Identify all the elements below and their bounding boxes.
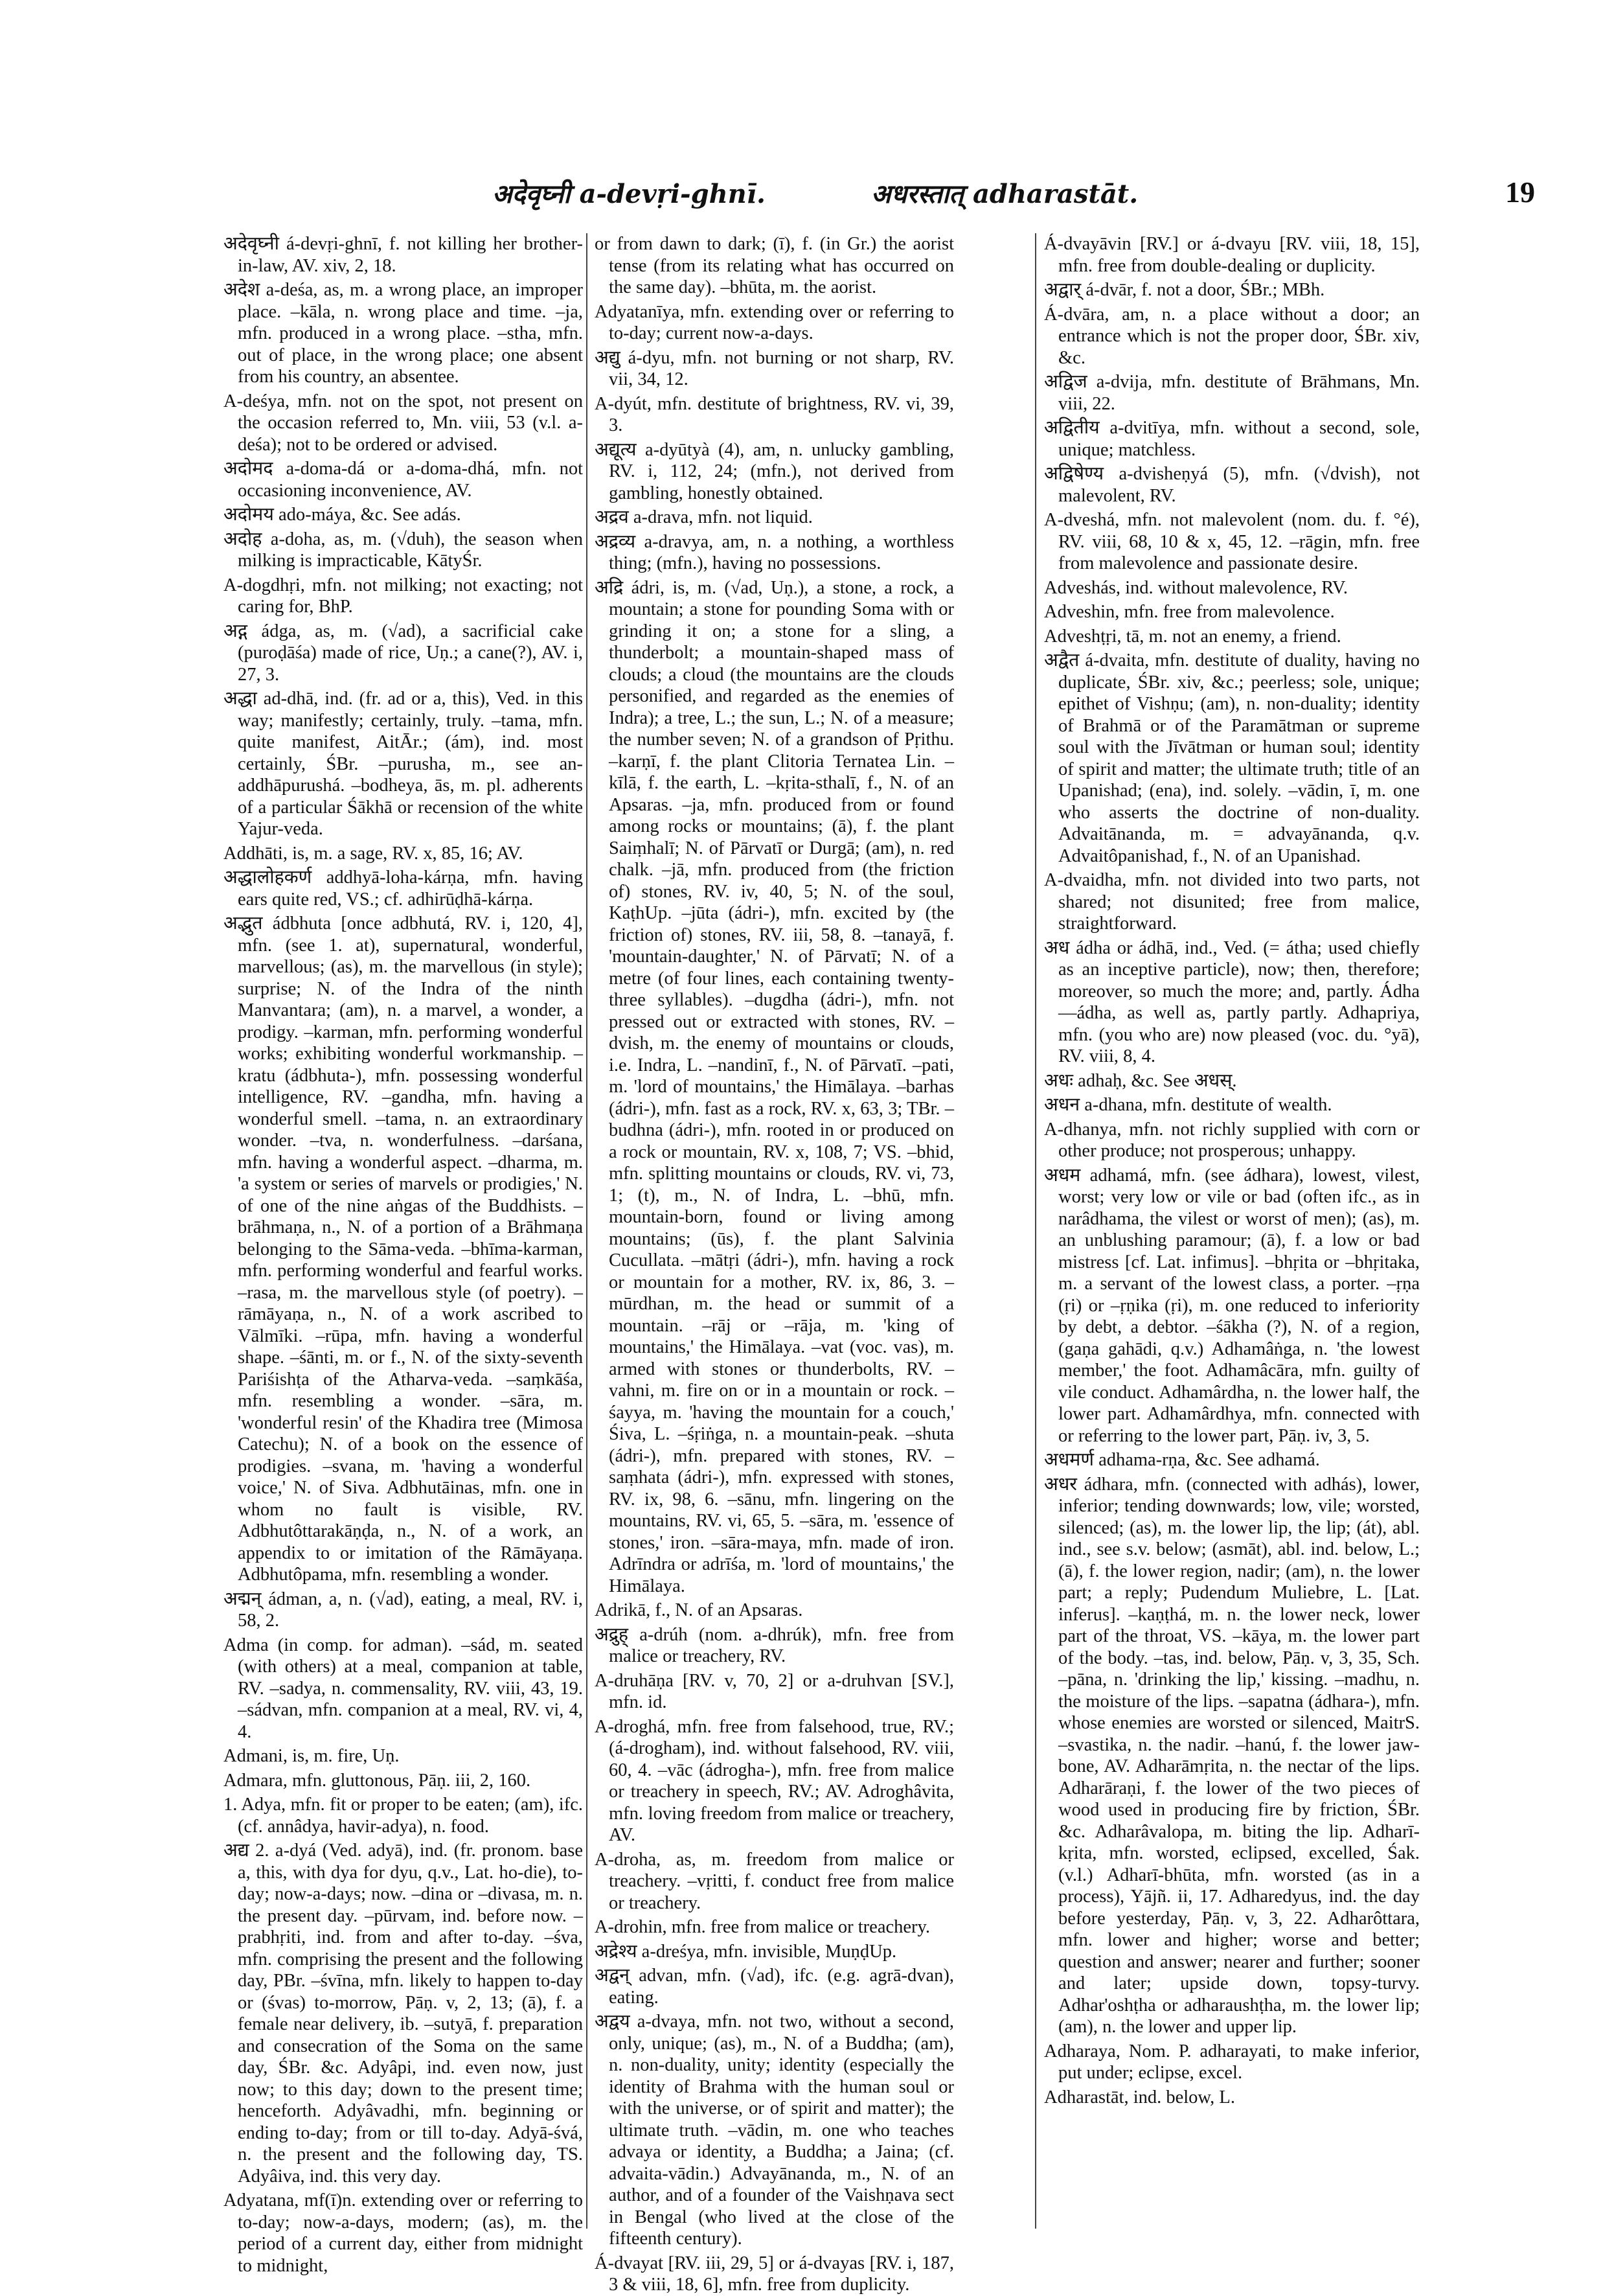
dictionary-entry: Adyatanīya, mfn. extending over or referring to to-day; current now-a-days. — [595, 301, 954, 343]
dictionary-entry: Adrikā, f., N. of an Apsaras. — [595, 1600, 803, 1620]
dictionary-entry: अद्रव्य a-dravya, am, n. a nothing, a worthless thing; (mfn.), having no possessions. — [595, 531, 954, 573]
page-number: 19 — [1505, 176, 1535, 209]
dictionary-entry: अद्यु á-dyu, mfn. not burning or not sharp, RV. vii, 34, 12. — [595, 347, 954, 389]
dictionary-entry: Adveshin, mfn. free from malevolence. — [1044, 602, 1335, 622]
dictionary-entry: Adharaya, Nom. P. adharayati, to make inferior, put under; eclipse, excel. — [1044, 2041, 1420, 2083]
dictionary-entry: अद्वन् advan, mfn. (√ad), ifc. (e.g. agrā-dvan), eating. — [595, 1966, 954, 2008]
dictionary-entry: अधम adhamá, mfn. (see ádhara), lowest, vilest, worst; very low or vile or bad (often ifc., as in narâdhama, the vilest or worst of men); (as), m. an unblushing paramour; (ā), f. a low or bad mistress [cf. Lat. infimus]. –bhṛita or –bhṛitaka, m. a servant of the lowest class, a porter. –ṛṇa (ṛi) or –ṛṇika (ṛi), m. one reduced to inferiority by debt, a debtor. –śākha (?), N. of a region, (gaṇa gahādi, q.v.) Adhamâṅga, n. 'the lowest member,' the foot. Adhamâcāra, mfn. guilty of vile conduct. Adhamârdha, n. the lower half, the lower part. Adhamârdhya, mfn. connected with or referring to the lower part, Pāṇ. iv, 3, 5. — [1044, 1165, 1420, 1446]
column-divider — [586, 233, 587, 2229]
dictionary-entry: अध ádha or ádhā, ind., Ved. (= átha; used chiefly as an inceptive particle), now; then, therefore; moreover, so much the more; and, partly. Ádha—ádha, as well as, partly partly. Adhapriya, mfn. (you who are) now pleased (voc. du. °yā), RV. viii, 8, 4. — [1044, 937, 1420, 1066]
dictionary-entry: अद्ग ádga, as, m. (√ad), a sacrificial cake (puroḍāśa) made of rice, Uṇ.; a cane(?), AV. i, 27, 3. — [223, 621, 583, 685]
dictionary-entry: Á-dvāra, am, n. a place without a door; an entrance which is not the proper door, ŚBr. xiv, &c. — [1044, 304, 1420, 368]
dictionary-entry: अद्धालोहकर्ण addhyā-loha-kárṇa, mfn. having ears quite red, VS.; cf. adhirūḍhā-kárṇa. — [223, 867, 583, 910]
dictionary-entry: अद्रुह् a-drúh (nom. a-dhrúk), mfn. free from malice or treachery, RV. — [595, 1624, 954, 1666]
dictionary-entry: अधमर्ण adhama-rṇa, &c. See adhamá. — [1044, 1450, 1320, 1470]
column-divider — [1035, 233, 1036, 2229]
dictionary-entry: Adveshás, ind. without malevolence, RV. — [1044, 577, 1348, 598]
dictionary-entry: अधर ádhara, mfn. (connected with adhás), lower, inferior; tending downwards; low, vile; worsted, silenced; (as), m. the lower lip, the lip; (át), abl. ind., see s.v. below; (asmāt), abl. ind. below, L.; (ā), f. the lower region, nadir; (am), n. the lower part; a reply; Pudendum Muliebre, L. [Lat. inferus]. –kaṇṭhá, m. n. the lower neck, lower part of the throat, VS. –kāya, m. the lower part of the body. –tas, ind. below, Pāṇ. v, 3, 35, Sch. –pāna, n. 'drinking the lip,' kissing. –madhu, n. the moisture of the lips. –sapatna (ádhara-), mfn. whose enemies are worsted or silenced, MaitrS. –svastika, n. the nadir. –hanú, f. the lower jaw-bone, AV. Adharāmṛita, n. the nectar of the lips. Adharāraṇi, f. the lower of the two pieces of wood used in producing fire by friction, ŚBr. &c. Adharâvalopa, m. biting the lip. Adharī-kṛita, mfn. worsted, eclipsed, excelled, Śak. (v.l.) Adharī-bhūta, mfn. worsted (as in a process), Yājñ. ii, 17. Adharedyus, ind. the day before yesterday, Pāṇ. v, 3, 22. Adharôttara, mfn. lower and higher; worse and better; question and answer; nearer and further; sooner and later; upside down, topsy-turvy. Adhar'oshṭha or adharaushṭha, m. the lower lip; (am), n. the lower and upper lip. — [1044, 1474, 1420, 2037]
dictionary-entry: अदेश a-deśa, as, m. a wrong place, an improper place. –kāla, n. wrong place and time. –ja, mfn. produced in a wrong place. –stha, mfn. out of place, in the wrong place; one absent from his country, an absentee. — [223, 280, 583, 387]
dictionary-entry: Admara, mfn. gluttonous, Pāṇ. iii, 2, 160. — [223, 1770, 531, 1791]
dictionary-entry: 1. Adya, mfn. fit or proper to be eaten; (am), ifc. (cf. annâdya, havir-adya), n. food. — [223, 1795, 583, 1837]
dictionary-entry: अद्वय a-dvaya, mfn. not two, without a second, only, unique; (as), m., N. of a Buddha; (am), n. non-duality, unity; identity (especially the identity of Brahma with the human soul or with the universe, or of spirit and matter); the ultimate truth. –vādin, m. one who teaches advaya or identity, a Buddha; a Jaina; (cf. advaita-vādin.) Advayānanda, m., N. of an author, and of a founder of the Vaishṇava sect in Bengal (who lived at the close of the fifteenth century). — [595, 2012, 954, 2249]
dictionary-entry: Admani, is, m. fire, Uṇ. — [223, 1746, 400, 1766]
dictionary-entry: or from dawn to dark; (ī), f. (in Gr.) the aorist tense (from its relating what has occurred on the same day). –bhūta, m. the aorist. — [595, 234, 954, 297]
dictionary-entry: अद्वितीय a-dvitīya, mfn. without a second, sole, unique; matchless. — [1044, 418, 1420, 460]
dictionary-entry: Adveshṭṛi, tā, m. not an enemy, a friend. — [1044, 626, 1341, 647]
dictionary-entry: अद्यूत्य a-dyūtyà (4), am, n. unlucky gambling, RV. i, 112, 24; (mfn.), not derived from gambling, honestly obtained. — [595, 439, 954, 503]
dictionary-entry: अद्वैत á-dvaita, mfn. destitute of duality, having no duplicate, ŚBr. xiv, &c.; peerless; sole, unique; epithet of Vishṇu; (am), n. non-duality; identity of Brahmā or of the Paramātman or supreme soul with the Jīvātman or human soul; identity of spirit and matter; the ultimate truth; title of an Upanishad; (ena), ind. solely. –vādin, ī, m. one who asserts the doctrine of non-duality. Advaitānanda, m. = advayānanda, q.v. Advaitôpanishad, f., N. of an Upanishad. — [1044, 650, 1420, 866]
dictionary-entry: अद्रि ádri, is, m. (√ad, Uṇ.), a stone, a rock, a mountain; a stone for pounding Soma with or grinding it on; a stone for a sling, a thunderbolt; a mountain-shaped mass of clouds; a cloud (the mountains are the clouds personified, and regarded as the enemies of Indra); a tree, L.; the sun, L.; N. of a measure; the number seven; N. of a grandson of Pṛithu. –karṇī, f. the plant Clitoria Ternatea Lin. –kīlā, f. the earth, L. –kṛita-sthalī, f., N. of an Apsaras. –ja, mfn. produced from or found among rocks or mountains; (ā), f. the plant Saiṃhalī; N. of Pārvatī or Durgā; (am), n. red chalk. –jā, mfn. produced from (the friction of) stones, RV. iv, 40, 5; N. of the soul, KaṭhUp. –jūta (ádri-), mfn. excited by (the friction of) stones, RV. iii, 58, 8. –tanayā, f. 'mountain-daughter,' N. of Pārvatī; N. of a metre (of four lines, each containing twenty-three syllables). –dugdha (ádri-), mfn. not pressed out or extracted with stones, RV. –dvish, m. the enemy of mountains or clouds, i.e. Indra, L. –nandinī, f., N. of Pārvatī. –pati, m. 'lord of mountains,' the Himālaya. –barhas (ádri-), mfn. fast as a rock, RV. x, 63, 3; TBr. –budhna (ádri-), mfn. rooted in or produced on a rock or mountain, RV. x, 108, 7; VS. –bhid, mfn. splitting mountains or clouds, RV. vi, 73, 1; (t), m., N. of Indra, L. –bhū, mfn. mountain-born, found or living among mountains; (ūs), f. the plant Salvinia Cucullata. –mātṛi (ádri-), mfn. having a rock or mountain for a mother, RV. ix, 86, 3. –mūrdhan, m. the head or summit of a mountain. –rāj or –rāja, m. 'king of mountains,' the Himālaya. –vat (voc. vas), m. armed with stones or thunderbolts, RV. –vahni, m. fire on or in a mountain or rock. –śayya, m. 'having the mountain for a couch,' Śiva, L. –śṛiṅga, n. a mountain-peak. –shuta (ádri-), mfn. prepared with stones, RV. –saṃhata (ádri-), mfn. expressed with stones, RV. ix, 98, 6. –sānu, mfn. lingering on the mountains, RV. vi, 65, 5. –sāra, m. 'essence of stones,' iron. –sāra-maya, mfn. made of iron. Adrīndra or adrīśa, m. 'lord of mountains,' the Himālaya. — [595, 577, 954, 1596]
dictionary-entry: अद्मन् ádman, a, n. (√ad), eating, a meal, RV. i, 58, 2. — [223, 1589, 583, 1631]
column-middle — [595, 233, 954, 2295]
dictionary-entry: A-drohin, mfn. free from malice or treachery. — [595, 1917, 931, 1937]
column-right — [1044, 233, 1420, 2229]
running-head-left: अदेवृघ्नी a-devṛi-ghnī. — [492, 179, 766, 209]
dictionary-entry: अधन a-dhana, mfn. destitute of wealth. — [1044, 1095, 1332, 1115]
dictionary-entry: Adma (in comp. for adman). –sád, m. seated (with others) at a meal, companion at table, RV. –sadya, n. commensality, RV. viii, 43, 19. –sádvan, mfn. companion at a meal, RV. vi, 4, 4. — [223, 1635, 583, 1742]
dictionary-entry: Adharastāt, ind. below, L. — [1044, 2087, 1235, 2107]
dictionary-entry: अद्भुत ádbhuta [once adbhutá, RV. i, 120, 4], mfn. (see 1. at), supernatural, wonderful, marvellous; (as), m. the marvellous (in style); surprise; N. of the Indra of the ninth Manvantara; (am), n. a marvel, a wonder, a prodigy. –karman, mfn. performing wonderful works; exhibiting wonderful workmanship. –kratu (ádbhuta-), mfn. possessing wonderful intelligence, RV. –gandha, mfn. having a wonderful smell. –tama, n. an extraordinary wonder. –tva, n. wonderfulness. –darśana, mfn. having a wonderful aspect. –dharma, m. 'a system or series of marvels or prodigies,' N. of one of the nine aṅgas of the Buddhists. –brāhmaṇa, n., N. of a portion of a Brāhmaṇa belonging to the Sāma-veda. –bhīma-karman, mfn. performing wonderful and fearful works. –rasa, m. the marvellous style (of poetry). –rāmāyaṇa, n., N. of a work ascribed to Vālmīki. –rūpa, mfn. having a wonderful shape. –śānti, m. or f., N. of the sixty-seventh Pariśishṭa of the Atharva-veda. –saṃkāśa, mfn. resembling a wonder. –sāra, m. 'wonderful resin' of the Khadira tree (Mimosa Catechu); N. of a book on the essence of prodigies. –svana, m. 'having a wonderful voice,' N. of Siva. Adbhutāinas, mfn. one in whom no fault is visible, RV. Adbhutôttarakāṇḍa, n., N. of a work, an appendix to or imitation of the Rāmāyaṇa. Adbhutôpama, mfn. resembling a wonder. — [223, 913, 583, 1585]
dictionary-entry: अद्य 2. a-dyá (Ved. adyā), ind. (fr. pronom. base a, this, with dya for dyu, q.v., Lat. ho-die), to-day; now-a-days; now. –dina or –divasa, m. n. the present day. –pūrvam, ind. before now. –prabhṛiti, ind. from and after to-day. –śva, mfn. comprising the present and the following day, PBr. –śvīna, mfn. likely to happen to-day or (śvas) to-morrow, Pāṇ. v, 2, 13; (ā), f. a female near delivery, ib. –sutyā, f. preparation and consecration of the Soma on the same day, ŚBr. &c. Adyâpi, ind. even now, just now; to this day; down to the present time; henceforth. Adyâvadhi, mfn. beginning or ending to-day; from or till to-day. Adyā-śvá, n. the present and the following day, TS. Adyâiva, ind. this very day. — [223, 1841, 583, 2187]
dictionary-entry: A-droghá, mfn. free from falsehood, true, RV.; (á-drogham), ind. without falsehood, RV. viii, 60, 4. –vāc (ádrogha-), mfn. free from malice or treachery in speech, RV.; AV. Adroghâvita, mfn. loving freedom from malice or treachery, AV. — [595, 1716, 954, 1845]
dictionary-entry: अद्विषेण्य a-dvisheṇyá (5), mfn. (√dvish), not malevolent, RV. — [1044, 464, 1420, 506]
dictionary-entry: अदोमद a-doma-dá or a-doma-dhá, mfn. not occasioning inconvenience, AV. — [223, 459, 583, 501]
dictionary-entry: अदोमय ado-máya, &c. See adás. — [223, 505, 461, 525]
dictionary-entry: A-droha, as, m. freedom from malice or treachery. –vṛitti, f. conduct free from malice or treachery. — [595, 1849, 954, 1913]
dictionary-entry: अद्रव a-drava, mfn. not liquid. — [595, 507, 813, 527]
dictionary-entry: A-dyút, mfn. destitute of brightness, RV. vi, 39, 3. — [595, 393, 954, 435]
dictionary-entry: अद्रेश्य a-dreśya, mfn. invisible, MuṇḍUp. — [595, 1941, 897, 1962]
dictionary-entry: A-dhanya, mfn. not richly supplied with corn or other produce; not prosperous; unhappy. — [1044, 1119, 1420, 1161]
running-head-right: अधरस्तात् adharastāt. — [871, 179, 1139, 209]
dictionary-entry: अद्विज a-dvija, mfn. destitute of Brāhmans, Mn. viii, 22. — [1044, 372, 1420, 414]
dictionary-entry: A-deśya, mfn. not on the spot, not present on the occasion referred to, Mn. viii, 53 (v.l. a-deśa); not to be ordered or advised. — [223, 391, 583, 455]
dictionary-entry: अधः adhaḥ, &c. See अधस्. — [1044, 1070, 1237, 1091]
dictionary-entry: Addhāti, is, m. a sage, RV. x, 85, 16; AV. — [223, 843, 523, 864]
dictionary-entry: Á-dvayat [RV. iii, 29, 5] or á-dvayas [RV. i, 187, 3 & viii, 18, 6], mfn. free from duplicity. — [595, 2253, 954, 2295]
dictionary-entry: A-dogdhṛi, mfn. not milking; not exacting; not caring for, BhP. — [223, 575, 583, 617]
dictionary-entry: Á-dvayāvin [RV.] or á-dvayu [RV. viii, 18, 15], mfn. free from double-dealing or duplicity. — [1044, 234, 1420, 276]
dictionary-entry: अद्वार् á-dvār, f. not a door, ŚBr.; MBh. — [1044, 280, 1325, 300]
dictionary-entry: A-dveshá, mfn. not malevolent (nom. du. f. °é), RV. viii, 68, 10 & x, 45, 12. –rāgin, mfn. free from malevolence and passionate desire. — [1044, 510, 1420, 573]
dictionary-entry: A-druhāṇa [RV. v, 70, 2] or a-druhvan [SV.], mfn. id. — [595, 1670, 954, 1712]
dictionary-entry: अदेवृघ्नी á-devṛi-ghnī, f. not killing her brother-in-law, AV. xiv, 2, 18. — [223, 234, 583, 276]
dictionary-entry: अदोह a-doha, as, m. (√duh), the season when milking is impracticable, KātyŚr. — [223, 529, 583, 571]
dictionary-entry: Adyatana, mf(ī)n. extending over or referring to to-day; now-a-days, modern; (as), m. the period of a current day, either from midnight to midnight, — [223, 2190, 583, 2276]
column-left — [223, 233, 583, 2276]
page-header — [0, 175, 1603, 214]
dictionary-entry: A-dvaidha, mfn. not divided into two parts, not shared; not disunited; free from malice, straightforward. — [1044, 870, 1420, 934]
dictionary-entry: अद्धा ad-dhā, ind. (fr. ad or a, this), Ved. in this way; manifestly; certainly, truly. –tama, mfn. quite manifest, AitĀr.; (ám), ind. most certainly, ŚBr. –purusha, m., see an-addhāpurushá. –bodheya, ās, m. pl. adherents of a particular Śākhā or recension of the white Yajur-veda. — [223, 689, 583, 839]
